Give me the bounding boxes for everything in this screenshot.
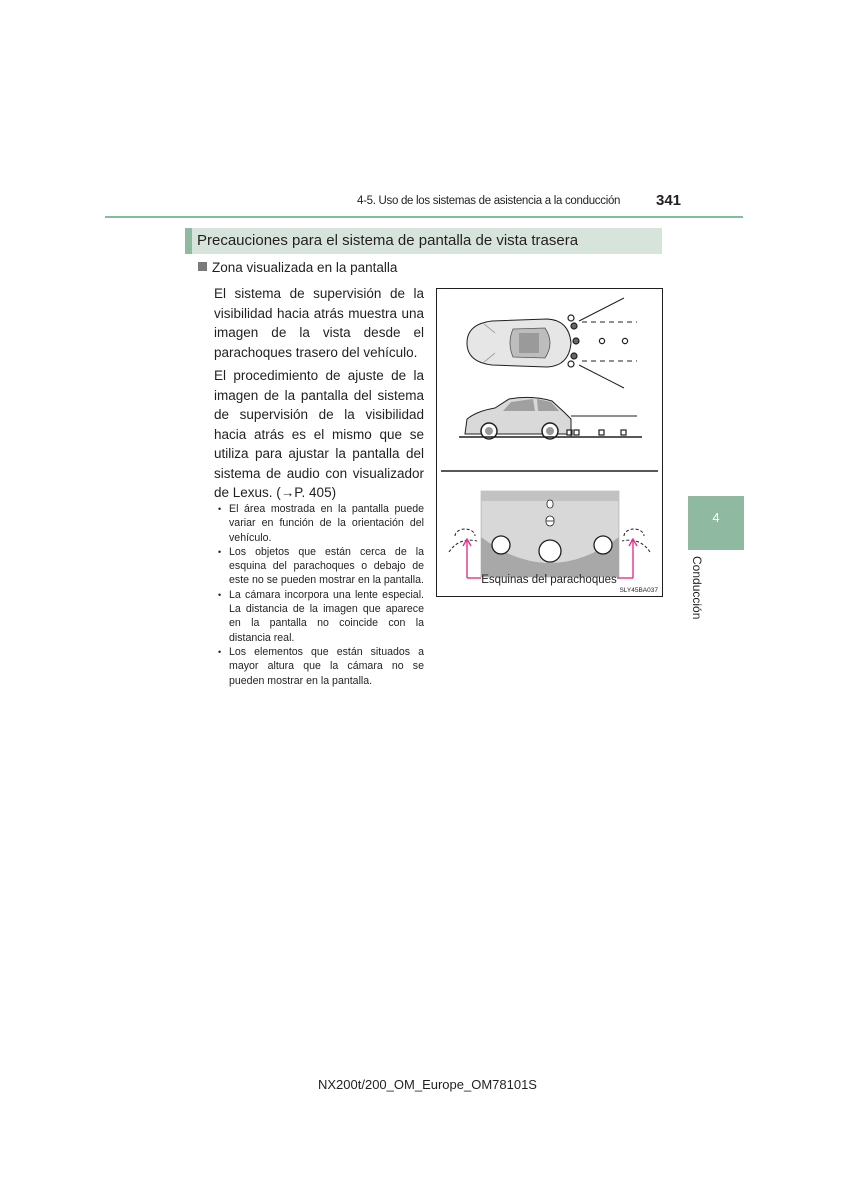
bullet-list [218, 502, 424, 688]
header-rule [105, 216, 743, 218]
running-header: 4-5. Uso de los sistemas de asistencia a la conducción [357, 195, 621, 207]
bullet-item: • Los elementos que están situados a mayor altura que la cámara no se pueden mostrar en la pantalla. [218, 645, 424, 688]
subheading-text: Zona visualizada en la pantalla [212, 260, 398, 275]
page-number: 341 [656, 192, 682, 209]
chapter-label-text: Conducción [690, 556, 704, 620]
car-top-view-icon [467, 319, 571, 367]
paragraph: El sistema de supervisión de la visibilidad hacia atrás muestra una imagen de la vista desde el parachoques trasero del vehículo. [214, 286, 424, 360]
figure-code: SLY45BA037 [619, 587, 658, 594]
footer-code: NX200t/200_OM_Europe_OM78101S [318, 1077, 537, 1092]
chapter-number: 4 [712, 510, 720, 525]
bullet-item: • La cámara incorpora una lente especial. La distancia de la imagen que aparece en la pantalla no coincide con la distancia real. [218, 588, 424, 645]
camera-screen-icon [481, 491, 619, 577]
paragraph: El procedimiento de ajuste de la imagen de la pantalla del sistema de supervisión de la visibilidad hacia atrás es el mismo que se utiliza para ajustar la pantalla del sistema de audio con visualizador de Lexus. (→P. 405) [214, 368, 424, 500]
section-title: Precauciones para el sistema de pantalla de vista trasera [197, 232, 579, 249]
car-side-view-icon [465, 397, 571, 439]
chapter-label [690, 556, 710, 626]
figure-callout-label: Esquinas del parachoques [481, 574, 617, 586]
bullet-item: • El área mostrada en la pantalla puede variar en función de la orientación del vehículo. [218, 502, 424, 545]
bullet-item: • Los objetos que están cerca de la esquina del parachoques o debajo de este no se pueden mostrar en la pantalla. [218, 545, 424, 588]
subheading [198, 260, 397, 275]
square-bullet-icon [198, 262, 207, 271]
section-accent [185, 228, 192, 254]
section-heading-bar [185, 228, 662, 254]
chapter-tab [688, 496, 744, 550]
rear-view-diagram [436, 288, 663, 597]
